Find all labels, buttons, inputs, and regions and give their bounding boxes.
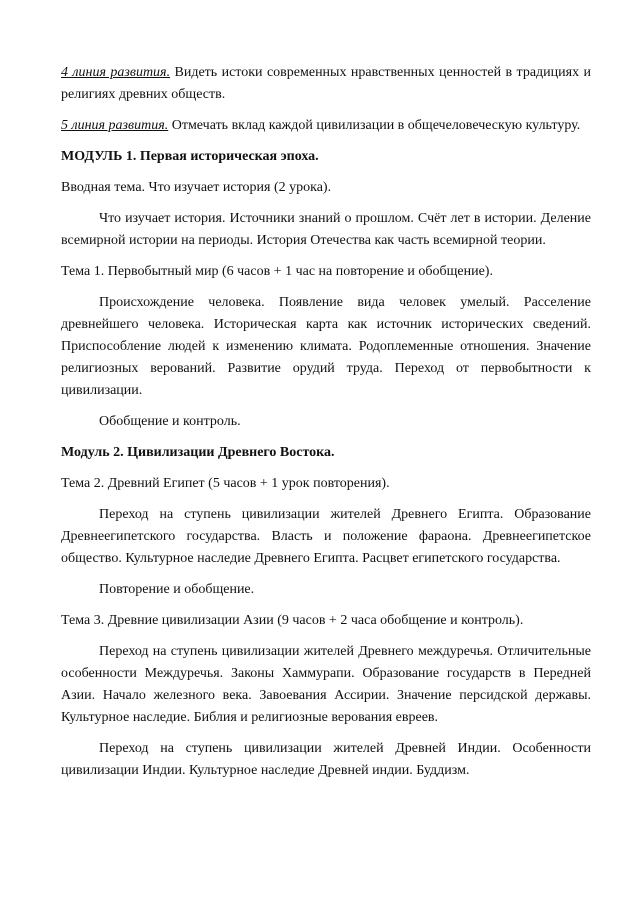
topic-1-body: Происхождение человека. Появление вида человек умелый. Расселение древнейшего человека. Историческая карта как источник исторических сведений. Приспособление людей к изменению климата. Родоплеменные отношения. Значение религиозных верований. Развитие орудий труда. Переход от первобытности к цивилизации. (61, 295, 591, 398)
development-line-5-text: Отмечать вклад каждой цивилизации в общечеловеческую культуру. (168, 118, 581, 133)
module-2-heading: Модуль 2. Цивилизации Древнего Востока. (61, 445, 335, 460)
document-page (61, 62, 591, 791)
development-line-4-text: Видеть истоки современных нравственных ценностей в традициях и религиях древних обществ. (61, 65, 592, 102)
intro-topic-body: Что изучает история. Источники знаний о прошлом. Счёт лет в истории. Деление всемирной истории на периоды. История Отечества как часть всемирной теории. (61, 211, 591, 248)
topic-3-body-india: Переход на ступень цивилизации жителей Древней Индии. Особенности цивилизации Индии. Культурное наследие Древней индии. Буддизм. (61, 741, 591, 778)
topic-1-summary: Обобщение и контроль. (99, 414, 241, 429)
topic-2-title: Тема 2. Древний Египет (5 часов + 1 урок повторения). (61, 476, 390, 491)
development-line-5-label: 5 линия развития. (61, 118, 169, 133)
topic-3-body-mesopotamia: Переход на ступень цивилизации жителей Древнего междуречья. Отличительные особенности Междуречья. Законы Хаммурапи. Образование государств в Передней Азии. Начало железного века. Завоевания Ассирии. Значение персидской державы. Культурное наследие. Библия и религиозные верования евреев. (61, 644, 591, 725)
topic-2-summary: Повторение и обобщение. (99, 582, 255, 597)
topic-3-title: Тема 3. Древние цивилизации Азии (9 часов + 2 часа обобщение и контроль). (61, 613, 524, 628)
intro-topic-title: Вводная тема. Что изучает история (2 урока). (61, 180, 332, 195)
development-line-5 (61, 115, 591, 137)
module-1-heading: МОДУЛЬ 1. Первая историческая эпоха. (61, 149, 319, 164)
topic-2-body: Переход на ступень цивилизации жителей Древнего Египта. Образование Древнеегипетского государства. Власть и положение фараона. Древнеегипетское общество. Культурное наследие Древнего Египта. Расцвет египетского государства. (61, 507, 591, 566)
development-line-4 (61, 62, 591, 106)
development-line-4-label: 4 линия развития. (61, 65, 171, 80)
topic-1-title: Тема 1. Первобытный мир (6 часов + 1 час на повторение и обобщение). (61, 264, 493, 279)
